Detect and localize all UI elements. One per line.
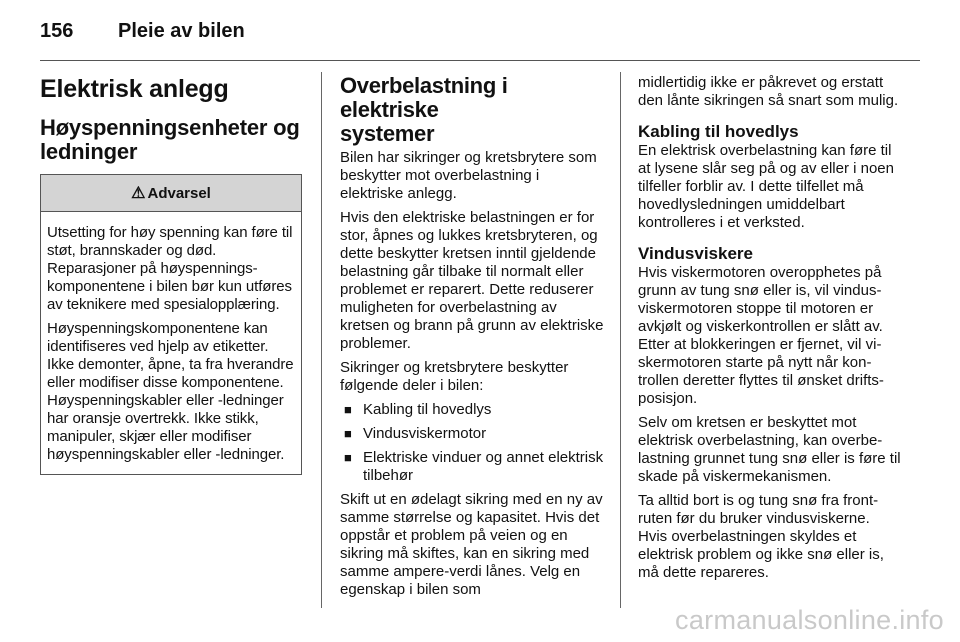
- section-wipers: [638, 244, 902, 582]
- watermark: carmanualsonline.info: [675, 605, 944, 635]
- warning-paragraph-2: Høyspenningskomponentene kan identifiseres ved hjelp av etiketter. Ikke demonter, åpne, ta fra hverandre eller modifiser disse komponentene. Høyspenningskabler eller -ledninger har oransje overtrekk. Ikke stikk, manipuler, skjær eller modifiser høyspenningskabler eller -ledninger.: [47, 320, 294, 463]
- header-rule: [40, 60, 920, 61]
- bullet-list: [340, 401, 604, 485]
- subsection-title: [40, 116, 302, 164]
- paragraph: Sikringer og kretsbrytere beskytter følgende deler i bilen:: [340, 359, 569, 394]
- section-title-headlight-wiring: Kabling til hovedlys: [638, 122, 799, 141]
- paragraph: En elektrisk overbelastning kan føre til at lysene slår seg på og av eller i noen tilfeller forblir av. I dette tilfellet må hovedlysledningen umiddelbart kontrolleres i et verksted.: [638, 142, 894, 231]
- warning-label: Advarsel: [147, 184, 211, 202]
- warning-paragraph-1: Utsetting for høy spenning kan føre til støt, brannskader og død. Reparasjoner på høyspenningskomponentene i bilen bør kun utføres av teknikere med spesialopplæring.: [47, 224, 293, 313]
- section-title-wipers: Vindusviskere: [638, 244, 753, 263]
- paragraph: Ta alltid bort is og tung snø fra frontruten før du bruker vindusviskerne. Hvis overbelastningen skyldes et elektrisk problem og ikke snø eller is, må dette repareres.: [638, 492, 884, 581]
- paragraph: midlertidig ikke er påkrevet og erstatt den lånte sikringen så snart som mulig.: [638, 74, 899, 109]
- warning-header: [41, 175, 301, 212]
- section-title: Elektrisk anlegg: [40, 75, 229, 103]
- column-2: [340, 74, 604, 605]
- warning-triangle-icon: ⚠: [131, 185, 146, 202]
- paragraph: Bilen har sikringer og kretsbrytere som beskytter mot overbelastning i elektriske anlegg.: [340, 149, 597, 202]
- list-item-text: Elektriske vinduer og annet elektrisk tilbehør: [363, 449, 604, 484]
- paragraph: Hvis den elektriske belastningen er for stor, åpnes og lukkes kretsbryteren, og dette beskytter kretsen inntil gjeldende belastning går tilbake til normalt eller problemet er reparert. Dette reduserer muligheten for overbelastning av kretsen og brann på grunn av elektriske problemer.: [340, 209, 604, 352]
- column-divider-1: [321, 72, 322, 608]
- bullet-square-icon: ■: [344, 402, 352, 417]
- section-title-overload-line-2: systemer: [340, 121, 435, 146]
- bullet-square-icon: ■: [344, 450, 352, 465]
- bullet-square-icon: ■: [344, 426, 352, 441]
- column-divider-2: [620, 72, 621, 608]
- warning-body: [41, 212, 301, 474]
- warning-box: [40, 174, 302, 475]
- paragraph: Skift ut en ødelagt sikring med en ny av samme størrelse og kapasitet. Hvis det oppstår et problem på veien og en sikring må skiftes, kan en sikring med samme ampere-verdi lånes. Velg en egenskap i bilen som: [340, 491, 603, 598]
- column-1: [40, 74, 302, 475]
- column-3: [638, 74, 902, 582]
- header-title: Pleie av bilen: [118, 20, 245, 42]
- subsection-title-line-2: ledninger: [40, 139, 138, 164]
- list-item-text: Kabling til hovedlys: [363, 401, 492, 418]
- page-number: 156: [40, 20, 74, 42]
- section-title-overload-line-1: Overbelastning i elektriske: [340, 73, 508, 122]
- list-item: [340, 449, 604, 485]
- subsection-title-line-1: Høyspenningsenheter og: [40, 115, 300, 140]
- list-item: [340, 401, 604, 419]
- paragraph: Hvis viskermotoren overopphetes på grunn av tung snø eller is, vil vindusviskermotoren stoppe til motoren er avkjølt og viskerkontrollen er slått av. Etter at blokkeringen er fjernet, vil viskermotoren starte på nytt når kontrollen deretter flyttes til ønsket driftsposisjon.: [638, 264, 884, 407]
- section-headlight-wiring: [638, 122, 902, 232]
- section-title-overload: [340, 74, 604, 146]
- list-item: [340, 425, 604, 443]
- paragraph: Selv om kretsen er beskyttet mot elektrisk overbelastning, kan overbelastning grunnet tung snø eller is føre til skade på viskermekanismen.: [638, 414, 901, 485]
- list-item-text: Vindusviskermotor: [363, 425, 487, 442]
